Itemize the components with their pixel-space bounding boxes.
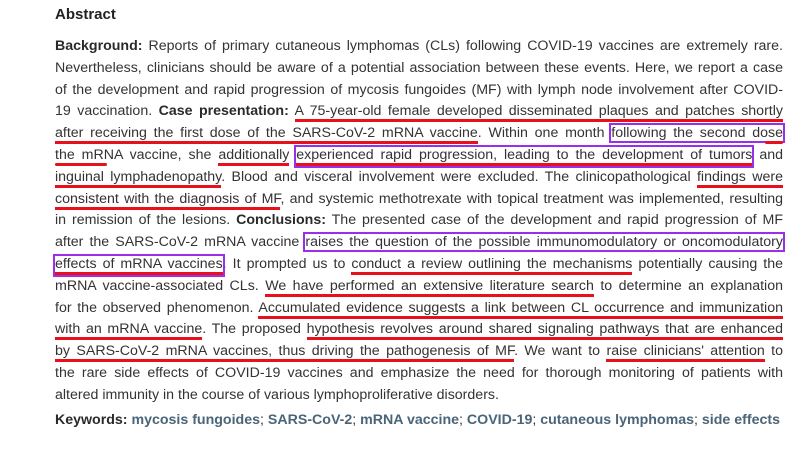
- keyword-link[interactable]: mRNA vaccine: [360, 412, 459, 428]
- abstract-heading: Abstract: [55, 6, 116, 23]
- abstract-line-9: in remission of the lesions. Conclusions: The presented case of the development and rapid progression of MF: [55, 212, 783, 229]
- highlight-underline: with an mRNA vaccine: [55, 321, 202, 340]
- highlight-underline: after receiving the first dose of the SARS-CoV-2 mRNA vaccine: [55, 125, 478, 144]
- abstract-line-8: consistent with the diagnosis of MF, and systemic methotrexate with topical treatment was implemented, resulting: [55, 189, 783, 211]
- highlight-underline: findings were: [697, 169, 783, 188]
- background-label: Background:: [55, 38, 143, 54]
- abstract-body: [55, 36, 783, 407]
- highlight-box: following the second dose: [611, 125, 783, 142]
- abstract-line-2: Nevertheless, clinicians should be aware of a potential association between these events. Here, we report a case: [55, 59, 783, 76]
- highlight-underline: [765, 141, 783, 144]
- case-presentation-label: Case presentation:: [158, 103, 289, 120]
- conclusions-label: Conclusions:: [236, 212, 326, 229]
- highlight-underline: Accumulated evidence suggests a link between CL occurrence and immunization: [258, 300, 783, 319]
- highlight-underline: [55, 163, 107, 166]
- highlight-underline: A 75-year-old female developed disseminated plaques and patches shortly: [295, 103, 784, 122]
- abstract-line-11: effects of mRNA vaccines. It prompted us to conduct a review outlining the mechanisms potentially causing the: [55, 254, 783, 276]
- highlight-underline: hypothesis revolves around shared signaling pathways that are enhanced: [307, 321, 783, 340]
- keyword-link[interactable]: COVID-19: [466, 412, 533, 428]
- highlight-underline: inguinal lymphadenopathy: [55, 169, 221, 188]
- highlight-box: raises the question of the possible immunomodulatory or oncomodulatory: [305, 234, 783, 251]
- keywords-section: Keywords: mycosis fungoides; SARS-CoV-2; mRNA vaccine; COVID-19; cutaneous lymphomas; side effects: [55, 412, 780, 428]
- keyword-link[interactable]: mycosis fungoides: [131, 412, 260, 428]
- abstract-line-7: inguinal lymphadenopathy. Blood and visceral involvement were excluded. The clinicopathological findings were: [55, 167, 783, 189]
- abstract-line-16: the rare side effects of COVID-19 vaccines and emphasize the need for thorough monitoring of patients with: [55, 364, 783, 381]
- abstract-line-10: after the SARS-CoV-2 mRNA vaccine raises the question of the possible immunomodulatory or oncomodulatory: [55, 234, 783, 251]
- keyword-link[interactable]: cutaneous lymphomas: [540, 412, 694, 428]
- abstract-line-12: mRNA vaccine-associated CLs. We have performed an extensive literature search to determine an explanation: [55, 276, 783, 298]
- keywords-label: Keywords:: [55, 412, 128, 428]
- highlight-underline: conduct a review outlining the mechanisms: [351, 256, 632, 275]
- keyword-link[interactable]: side effects: [701, 412, 780, 428]
- abstract-line-4: 19 vaccination. Case presentation: A 75-year-old female developed disseminated plaques and patches shortly: [55, 101, 783, 123]
- highlight-box: effects of mRNA vaccines: [55, 256, 223, 275]
- abstract-line-17: altered immunity in the course of various lymphoproliferative disorders.: [55, 386, 499, 403]
- abstract-line-1: Background: Reports of primary cutaneous lymphomas (CLs) following COVID-19 vaccines are extremely rare.: [55, 38, 783, 54]
- abstract-line-13: for the observed phenomenon. Accumulated evidence suggests a link between CL occurrence and immunization: [55, 298, 783, 320]
- abstract-line-15: by SARS-CoV-2 mRNA vaccines, thus driving the pathogenesis of MF. We want to raise clinicians' attention to: [55, 341, 783, 363]
- highlight-underline: by SARS-CoV-2 mRNA vaccines, thus driving the pathogenesis of MF: [55, 343, 514, 362]
- highlight-underline: consistent with the diagnosis of MF: [55, 191, 280, 210]
- abstract-line-5: after receiving the first dose of the SARS-CoV-2 mRNA vaccine. Within one month following the second dose: [55, 123, 783, 145]
- highlight-underline: We have performed an extensive literature search: [265, 278, 594, 297]
- abstract-line-14: with an mRNA vaccine. The proposed hypothesis revolves around shared signaling pathways that are enhanced: [55, 319, 783, 341]
- highlight-box: experienced rapid progression, leading to the development of tumors: [296, 147, 752, 166]
- abstract-line-3: of the development and rapid progression of mycosis fungoides (MF) with lymph node involvement after COVID-: [55, 81, 783, 98]
- keyword-link[interactable]: SARS-CoV-2: [267, 412, 353, 428]
- highlight-underline: raise clinicians' attention: [606, 343, 764, 362]
- highlight-underline: additionally: [218, 147, 289, 166]
- abstract-line-6: the mRNA vaccine, she additionally experienced rapid progression, leading to the development of tumors and: [55, 145, 783, 167]
